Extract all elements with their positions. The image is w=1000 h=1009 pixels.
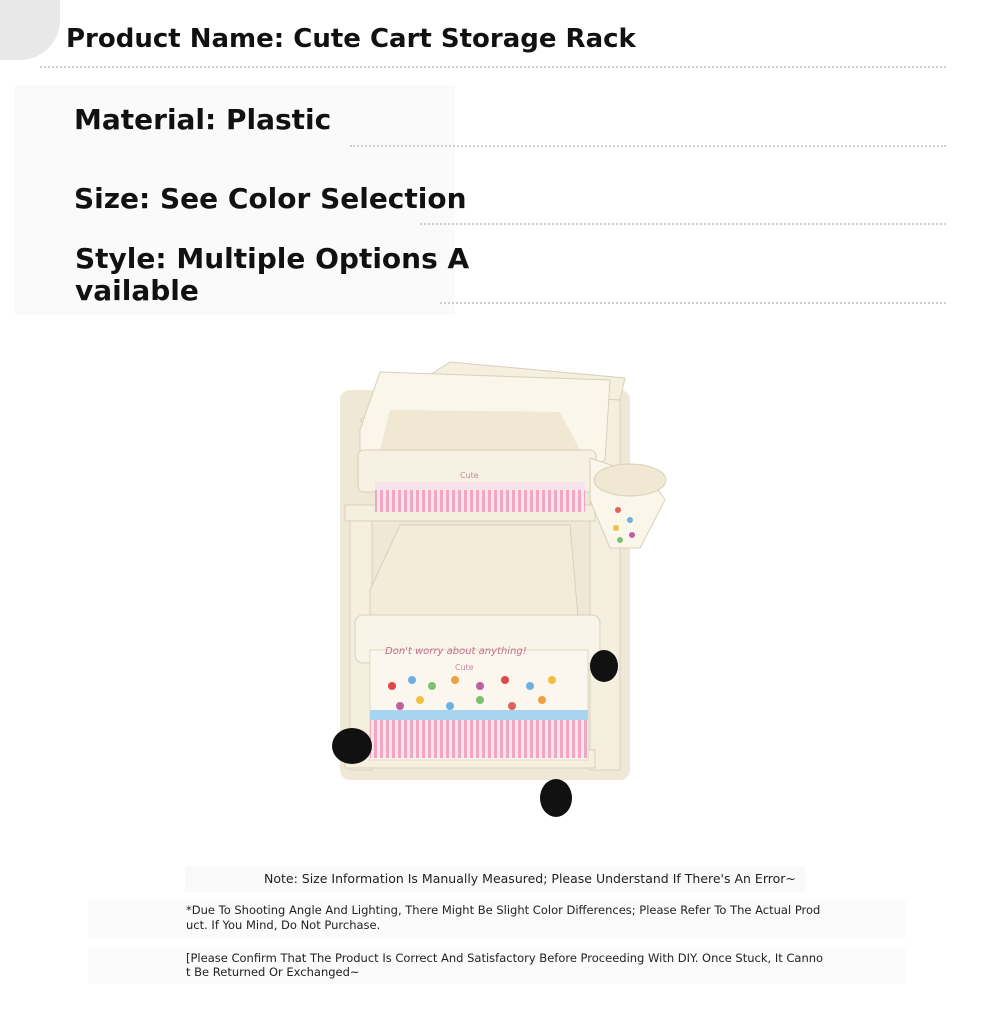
diy-note-line2: t Be Returned Or Exchanged~ (186, 965, 360, 979)
divider (350, 145, 946, 147)
color-note-line2: uct. If You Mind, Do Not Purchase. (186, 918, 381, 932)
top-tray (358, 372, 610, 512)
style-spec-line1: Style: Multiple Options A (75, 242, 470, 275)
drawer-slogan: Don't worry about anything! (385, 646, 527, 657)
bottom-drawer (355, 525, 600, 760)
measure-note: Note: Size Information Is Manually Measured; Please Understand If There's An Error~ (264, 871, 796, 886)
top-stripes (375, 490, 585, 512)
style-spec-line2: vailable (75, 274, 199, 307)
product-name: Product Name: Cute Cart Storage Rack (66, 24, 636, 54)
diy-note-line1: [Please Confirm That The Product Is Correct And Satisfactory Before Proceeding With DIY. Once Stuck, It Canno (186, 951, 824, 965)
color-note-line1: *Due To Shooting Angle And Lighting, There Might Be Slight Color Differences; Please Refer To The Actual Prod (186, 903, 821, 917)
bottom-drawer-label: Cute (455, 663, 474, 672)
size-spec: Size: See Color Selection (74, 182, 467, 215)
material-spec: Material: Plastic (74, 103, 332, 136)
divider (420, 223, 946, 225)
divider (440, 302, 946, 304)
top-tray-label: Cute (460, 471, 479, 480)
product-image (320, 350, 680, 830)
bg-patch-top (0, 0, 60, 60)
divider (40, 66, 946, 68)
